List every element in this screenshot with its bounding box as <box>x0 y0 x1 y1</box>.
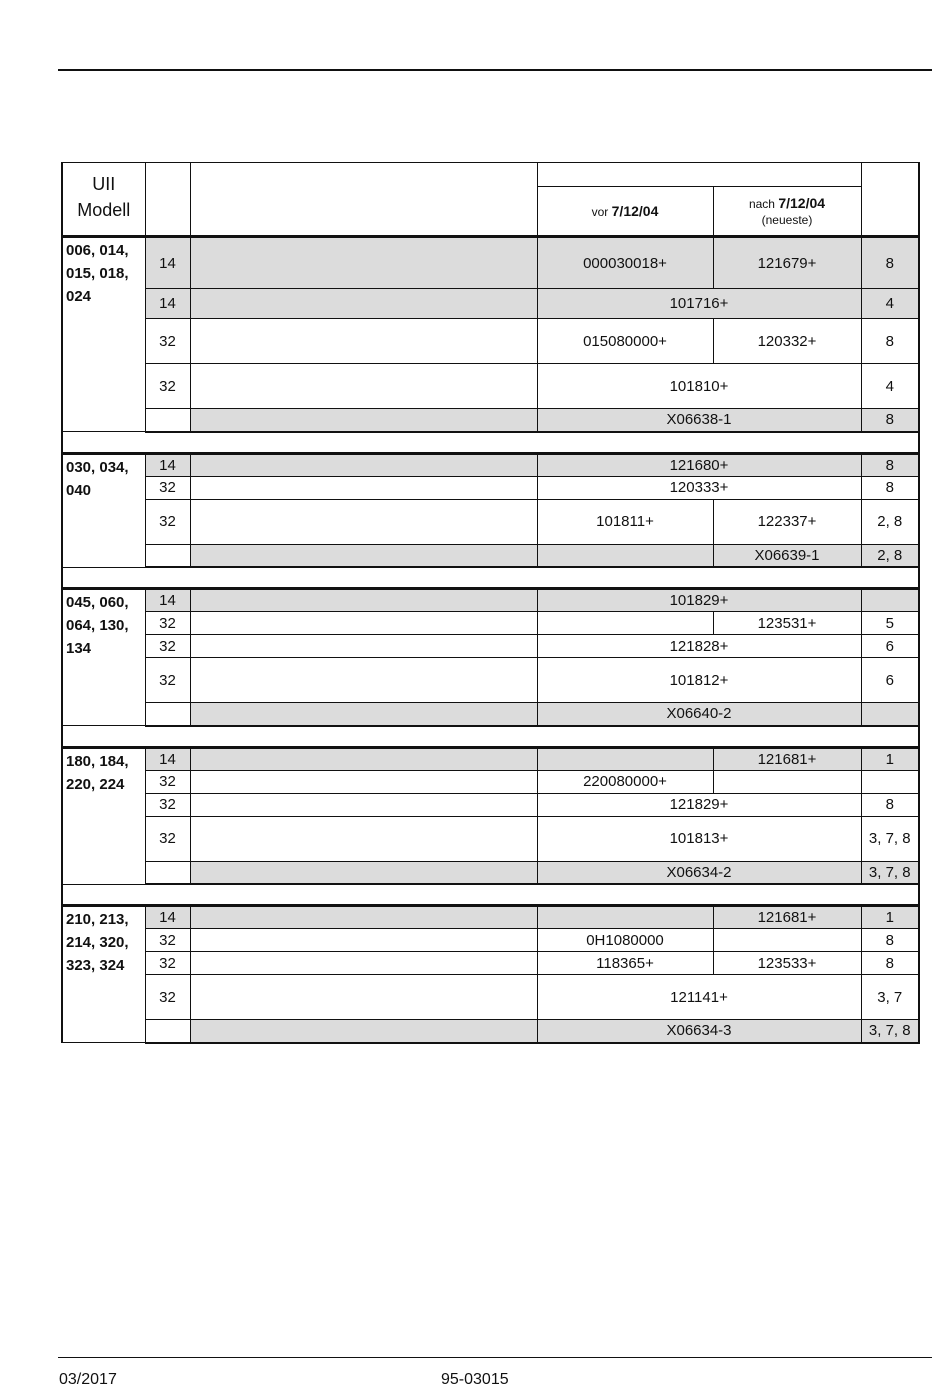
before-serial-cell <box>537 612 713 635</box>
before-serial-cell <box>537 544 713 567</box>
description-cell <box>190 793 537 816</box>
table-row <box>62 453 919 476</box>
description-cell <box>190 409 537 432</box>
description-cell <box>190 319 537 364</box>
description-cell <box>190 952 537 975</box>
size-cell: 32 <box>145 952 190 975</box>
note-cell: 3, 7, 8 <box>861 861 919 884</box>
size-cell: 14 <box>145 747 190 770</box>
model-cell: 006, 014, 015, 018, 024 <box>62 237 145 432</box>
description-cell <box>190 453 537 476</box>
table-row <box>62 975 919 1020</box>
size-cell: 14 <box>145 289 190 319</box>
before-serial-cell: 118365+ <box>537 952 713 975</box>
table-row <box>62 816 919 861</box>
after-serial-cell <box>713 770 861 793</box>
description-cell <box>190 816 537 861</box>
before-date-header <box>537 187 713 237</box>
top-rule <box>58 69 932 71</box>
note-cell: 4 <box>861 289 919 319</box>
note-cell: 8 <box>861 237 919 289</box>
after-date-header <box>713 187 861 237</box>
note-cell: 1 <box>861 747 919 770</box>
description-cell <box>190 861 537 884</box>
size-cell: 14 <box>145 589 190 612</box>
note-cell: 3, 7 <box>861 975 919 1020</box>
table-row <box>62 409 919 432</box>
note-cell: 1 <box>861 906 919 929</box>
table-row <box>62 364 919 409</box>
description-cell <box>190 289 537 319</box>
table-row <box>62 289 919 319</box>
group-spacer <box>62 432 919 454</box>
serial-cell: 121829+ <box>537 793 861 816</box>
description-cell <box>190 364 537 409</box>
description-cell <box>190 747 537 770</box>
header-row-top <box>62 163 919 187</box>
serial-header-cell <box>537 163 861 187</box>
description-cell <box>190 499 537 544</box>
before-serial-cell: 015080000+ <box>537 319 713 364</box>
description-cell <box>190 589 537 612</box>
serial-cell: 121828+ <box>537 635 861 658</box>
model-cell: 180, 184, 220, 224 <box>62 747 145 884</box>
before-serial-cell: 0H1080000 <box>537 929 713 952</box>
size-cell: 32 <box>145 476 190 499</box>
table-row <box>62 929 919 952</box>
table-row <box>62 658 919 703</box>
serial-cell: X06634-3 <box>537 1020 861 1043</box>
after-prefix: nach <box>748 196 775 211</box>
serial-cell: X06634-2 <box>537 861 861 884</box>
before-prefix: vor <box>591 204 609 219</box>
serial-cell: 101810+ <box>537 364 861 409</box>
table-row <box>62 319 919 364</box>
model-header-line2: Modell <box>77 200 131 220</box>
size-cell: 32 <box>145 658 190 703</box>
before-serial-cell: 220080000+ <box>537 770 713 793</box>
serial-cell: 121680+ <box>537 453 861 476</box>
size-cell: 32 <box>145 319 190 364</box>
serial-cell: 120333+ <box>537 476 861 499</box>
description-cell <box>190 237 537 289</box>
note-cell: 8 <box>861 952 919 975</box>
note-cell: 3, 7, 8 <box>861 1020 919 1043</box>
serial-cell: 101829+ <box>537 589 861 612</box>
before-serial-cell: 000030018+ <box>537 237 713 289</box>
table-row <box>62 476 919 499</box>
after-serial-cell <box>713 929 861 952</box>
note-cell: 2, 8 <box>861 499 919 544</box>
table-row <box>62 237 919 289</box>
note-cell: 8 <box>861 793 919 816</box>
description-cell <box>190 1020 537 1043</box>
table-row <box>62 703 919 726</box>
size-header-cell <box>145 163 190 237</box>
group-spacer <box>62 567 919 589</box>
model-header-cell <box>62 163 145 237</box>
after-serial-cell: X06639-1 <box>713 544 861 567</box>
table-row <box>62 747 919 770</box>
note-cell: 2, 8 <box>861 544 919 567</box>
after-date: 7/12/04 <box>778 194 826 211</box>
serial-cell: X06640-2 <box>537 703 861 726</box>
table-row <box>62 544 919 567</box>
serial-cell: 101716+ <box>537 289 861 319</box>
size-cell: 32 <box>145 499 190 544</box>
note-cell <box>861 703 919 726</box>
size-cell <box>145 544 190 567</box>
description-cell <box>190 770 537 793</box>
table-row <box>62 589 919 612</box>
footer-date: 03/2017 <box>59 1371 117 1388</box>
description-cell <box>190 544 537 567</box>
size-cell: 32 <box>145 635 190 658</box>
serial-cell: 101813+ <box>537 816 861 861</box>
description-cell <box>190 612 537 635</box>
description-cell <box>190 703 537 726</box>
size-cell: 32 <box>145 612 190 635</box>
footer-doc-number: 95-03015 <box>441 1371 509 1388</box>
size-cell <box>145 861 190 884</box>
size-cell: 14 <box>145 453 190 476</box>
after-serial-cell: 123531+ <box>713 612 861 635</box>
before-serial-cell <box>537 747 713 770</box>
after-note: (neueste) <box>761 212 813 227</box>
size-cell: 14 <box>145 906 190 929</box>
before-serial-cell: 101811+ <box>537 499 713 544</box>
model-cell: 030, 034, 040 <box>62 453 145 567</box>
note-cell: 4 <box>861 364 919 409</box>
table-row <box>62 770 919 793</box>
model-cell: 210, 213, 214, 320, 323, 324 <box>62 906 145 1043</box>
size-cell: 32 <box>145 770 190 793</box>
model-cell: 045, 060, 064, 130, 134 <box>62 589 145 726</box>
size-cell: 32 <box>145 816 190 861</box>
after-serial-cell: 120332+ <box>713 319 861 364</box>
serial-cell: 101812+ <box>537 658 861 703</box>
table-row <box>62 861 919 884</box>
before-serial-cell <box>537 906 713 929</box>
group-spacer <box>62 726 919 748</box>
size-cell <box>145 409 190 432</box>
model-header-line1: UII <box>92 174 116 194</box>
bottom-rule <box>58 1357 932 1358</box>
size-cell <box>145 1020 190 1043</box>
description-header-cell <box>190 163 537 237</box>
after-serial-cell: 122337+ <box>713 499 861 544</box>
size-cell: 32 <box>145 793 190 816</box>
after-serial-cell: 121681+ <box>713 906 861 929</box>
table-row <box>62 635 919 658</box>
note-cell: 5 <box>861 612 919 635</box>
note-cell: 3, 7, 8 <box>861 816 919 861</box>
description-cell <box>190 975 537 1020</box>
note-cell: 8 <box>861 319 919 364</box>
note-header-cell <box>861 163 919 237</box>
note-cell: 8 <box>861 409 919 432</box>
description-cell <box>190 635 537 658</box>
description-cell <box>190 906 537 929</box>
table-row <box>62 906 919 929</box>
note-cell: 8 <box>861 476 919 499</box>
note-cell <box>861 589 919 612</box>
note-cell: 6 <box>861 658 919 703</box>
table-row <box>62 793 919 816</box>
before-date: 7/12/04 <box>611 202 659 219</box>
after-serial-cell: 121681+ <box>713 747 861 770</box>
serial-cell: X06638-1 <box>537 409 861 432</box>
description-cell <box>190 658 537 703</box>
size-cell: 32 <box>145 975 190 1020</box>
note-cell: 8 <box>861 453 919 476</box>
size-cell: 14 <box>145 237 190 289</box>
note-cell <box>861 770 919 793</box>
description-cell <box>190 929 537 952</box>
table-row <box>62 952 919 975</box>
size-cell <box>145 703 190 726</box>
group-spacer <box>62 884 919 906</box>
note-cell: 6 <box>861 635 919 658</box>
serial-cell: 121141+ <box>537 975 861 1020</box>
after-serial-cell: 123533+ <box>713 952 861 975</box>
size-cell: 32 <box>145 364 190 409</box>
size-cell: 32 <box>145 929 190 952</box>
note-cell: 8 <box>861 929 919 952</box>
after-serial-cell: 121679+ <box>713 237 861 289</box>
table-row <box>62 1020 919 1043</box>
table-row <box>62 499 919 544</box>
parts-table <box>61 162 920 1044</box>
table-row <box>62 612 919 635</box>
description-cell <box>190 476 537 499</box>
